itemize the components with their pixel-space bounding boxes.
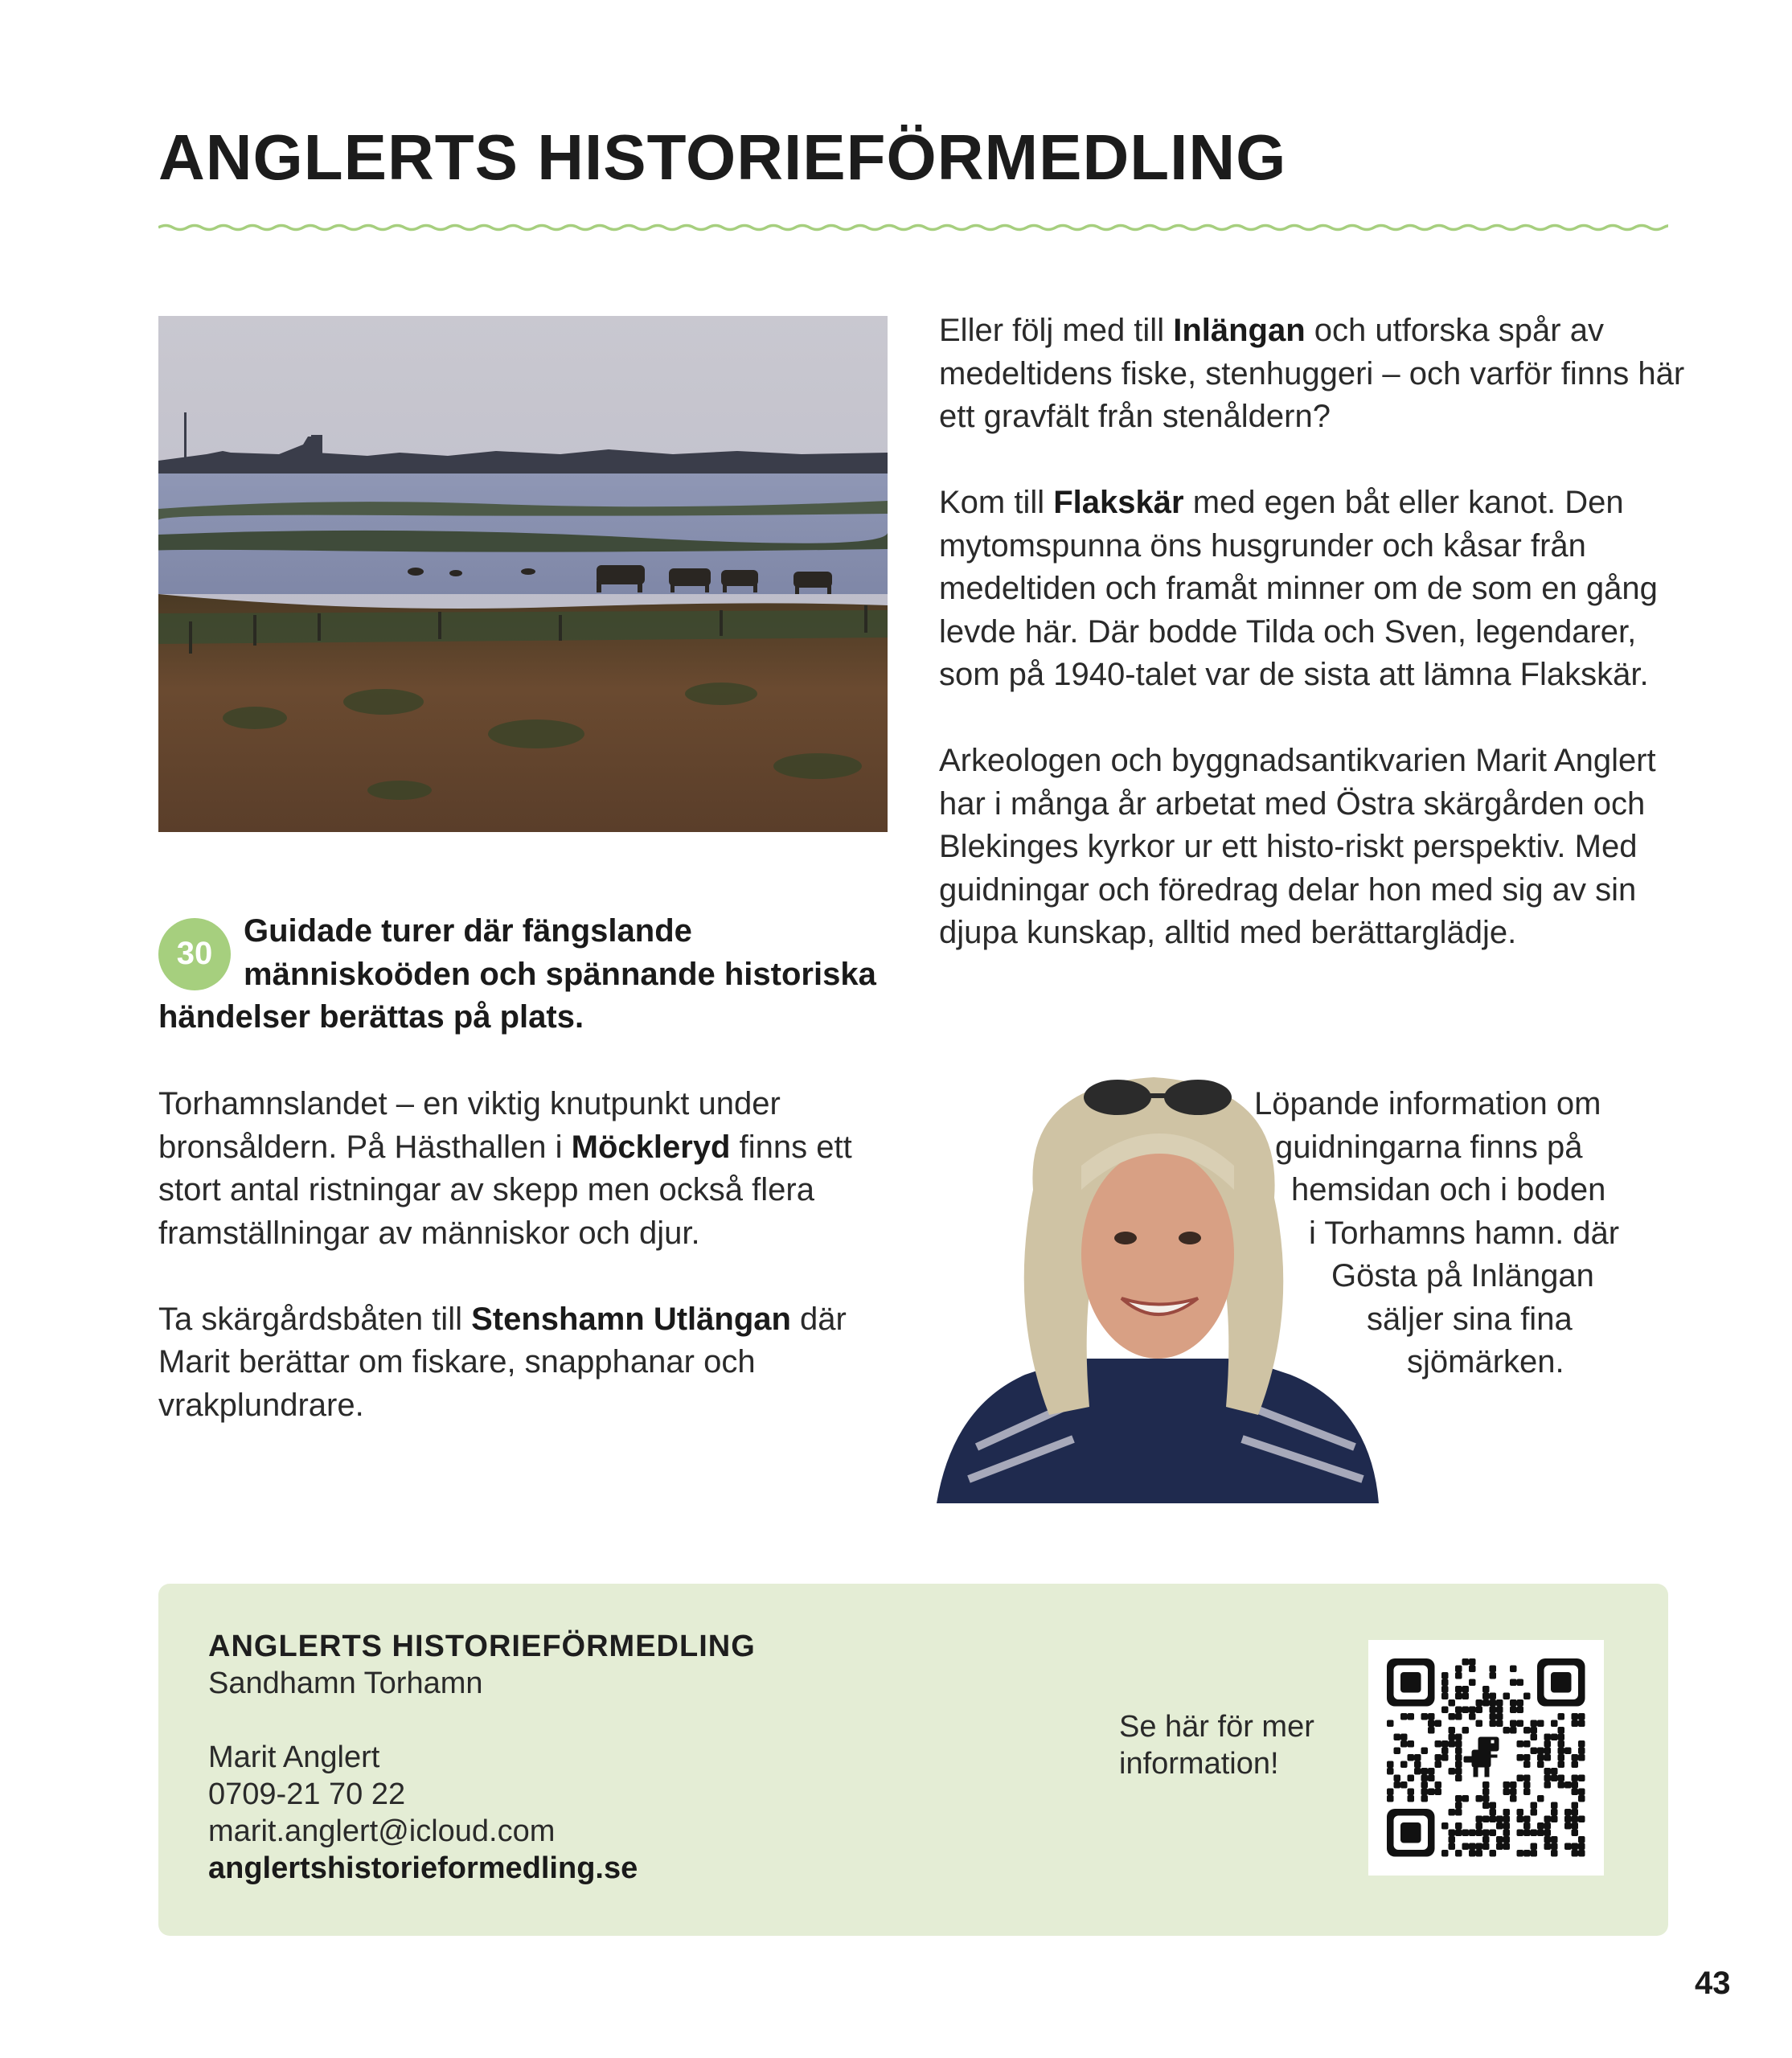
paragraph-inlangan: Eller följ med till Inlängan och utforska spår av medeltidens fiske, stenhuggeri – och varför finns här ett gravfält från stenåldern? (939, 313, 1685, 434)
email-link[interactable]: marit.anglert@icloud.com (208, 1814, 556, 1848)
right-column (939, 310, 1687, 955)
phone-number[interactable]: 0709-21 70 22 (208, 1777, 406, 1811)
number-badge: 30 (158, 918, 231, 990)
wavy-divider (158, 220, 1668, 235)
website-link[interactable]: anglertshistorieformedling.se (208, 1851, 638, 1885)
qr-code-graphic (1368, 1640, 1604, 1876)
qr-caption: Se här för mer information! (1119, 1710, 1314, 1781)
intro-heading (158, 910, 890, 1039)
page-number: 43 (1695, 1966, 1731, 2001)
contact-details (208, 1628, 756, 1887)
place: Sandhamn Torhamn (208, 1666, 483, 1700)
org-name: ANGLERTS HISTORIEFÖRMEDLING (208, 1630, 756, 1663)
qr-code[interactable] (1368, 1640, 1604, 1876)
contact-person: Marit Anglert (208, 1740, 380, 1774)
info-text: Löpande information om guidningarna finns på hemsidan och i boden i Torhamns hamn. där Gösta på Inlängan säljer sina fina sjömärken. (1254, 1086, 1620, 1380)
paragraph-flakskar: Kom till Flakskär med egen båt eller kanot. Den mytomspunna öns husgrunder och kåsar från medeltiden och framåt minner om de som en gång levde här. Där bodde Tilda och Sven, legendarer, som på 1940-talet var de sista att lämna Flakskär. (939, 485, 1658, 692)
paragraph-marit: Arkeologen och byggnadsantikvarien Marit Anglert har i många år arbetat med Östra skärgården och Blekinges kyrkor ur ett histo-riskt perspektiv. Med guidningar och föredrag delar hon med sig av sin djupa kunskap, alltid med berättarglädje. (939, 743, 1656, 950)
paragraph-mockleryd: Torhamnslandet – en viktig knutpunkt under bronsåldern. På Hästhallen i Möckleryd finns ett stort antal ristningar av skepp men också flera framställningar av människor och djur. (158, 1086, 852, 1251)
intro-text: Guidade turer där fängslande människoöden och spännande historiska händelser berättas på plats. (158, 913, 876, 1035)
left-column (158, 1083, 890, 1427)
paragraph-utlangan: Ta skärgårdsbåten till Stenshamn Utlängan där Marit berättar om fiskare, snapphanar och vrakplundrare. (158, 1301, 847, 1423)
landscape-photo (158, 316, 888, 832)
contact-box (158, 1584, 1668, 1936)
page-title: ANGLERTS HISTORIEFÖRMEDLING (158, 121, 1287, 193)
